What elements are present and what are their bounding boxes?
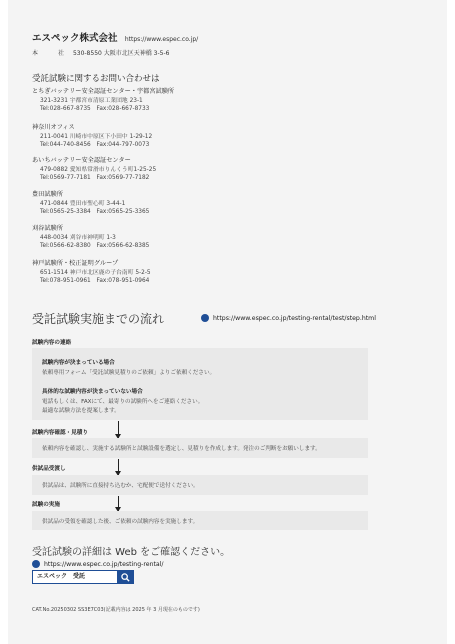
flow-arrow-icon xyxy=(118,421,119,438)
office-phone: Tel:0569-77-7181 Fax:0569-77-7182 xyxy=(40,175,150,181)
office-name: 刈谷試験所 xyxy=(32,225,63,232)
office-block xyxy=(32,260,151,286)
search-query[interactable]: エスペック 受託 xyxy=(37,573,86,580)
step-line: 依頼内容を確認し、実施する試験所と試験設備を選定し、見積りを作成します。発注のご判断をお願いします。 xyxy=(42,446,321,452)
office-address: 479-0882 愛知県常滑市りんくう町1-25-25 xyxy=(40,166,157,173)
office-phone: Tel:028-667-8735 Fax:028-667-8733 xyxy=(40,106,150,112)
catalog-number: CAT.No.20250302 SS3E7C03(記載内容は 2025 年 3 月現在のものです) xyxy=(32,607,200,613)
flow-arrow-icon xyxy=(118,459,119,475)
office-block xyxy=(32,157,156,183)
step-label: 試験内容確認・見積り xyxy=(32,430,88,436)
office-address: 321-3231 宇都宮市清原工業団地 23-1 xyxy=(40,97,143,104)
web-title: 受託試験の詳細は Web をご確認ください。 xyxy=(32,547,231,558)
headquarters xyxy=(32,48,169,57)
brochure-page xyxy=(8,0,447,644)
step-box xyxy=(32,511,368,530)
office-block xyxy=(32,124,152,150)
office-block xyxy=(32,225,149,251)
office-address: 448-0034 刈谷市神明町 1-3 xyxy=(40,234,116,241)
step-label: 試験の実施 xyxy=(32,502,60,508)
office-block xyxy=(32,88,174,114)
step-line: 電話もしくは、FAXにて、最寄りの試験所へをご連絡ください。 xyxy=(42,399,204,405)
step-box xyxy=(32,438,368,458)
step-line: 供試品の受領を確認した後、ご依頼の試験内容を実施します。 xyxy=(42,519,199,525)
step-line: 試験内容が決まっている場合 xyxy=(42,360,115,366)
link-bullet-icon xyxy=(32,560,40,568)
company-url[interactable]: https://www.espec.co.jp/ xyxy=(124,36,199,43)
step-line: 具体的な試験内容が決まっていない場合 xyxy=(42,389,143,395)
office-address: 211-0041 川崎市中原区下小田中 1-29-12 xyxy=(40,133,153,140)
office-phone: Tel:078-951-0961 Fax:078-951-0964 xyxy=(40,278,150,284)
office-address: 471-0844 豊田市聖心町 3-44-1 xyxy=(40,200,126,207)
office-phone: Tel:0566-62-8380 Fax:0566-62-8385 xyxy=(40,243,150,249)
office-phone: Tel:044-740-8456 Fax:044-797-0073 xyxy=(40,142,150,148)
company-header xyxy=(32,30,198,44)
web-link[interactable] xyxy=(32,560,164,568)
company-name: エスペック株式会社 xyxy=(32,33,118,44)
web-url[interactable]: https://www.espec.co.jp/testing-rental/ xyxy=(44,560,164,568)
office-name: あいちバッテリー安全認証センター xyxy=(32,157,131,164)
link-bullet-icon xyxy=(201,314,209,322)
office-name: とちぎバッテリー安全認証センター・宇都宮試験所 xyxy=(32,88,175,95)
step-label: 試験内容の連絡 xyxy=(32,340,72,346)
search-button[interactable] xyxy=(117,571,133,583)
office-name: 神戸試験所・校正証明グループ xyxy=(32,260,119,267)
search-icon xyxy=(121,573,130,582)
contact-title: 受託試験に関するお問い合わせは xyxy=(32,74,160,84)
hq-label: 本 社 xyxy=(32,50,72,57)
flow-url[interactable]: https://www.espec.co.jp/testing-rental/test/step.html xyxy=(213,314,376,322)
hq-address: 530-8550 大阪市北区天神橋 3-5-6 xyxy=(72,50,170,57)
office-block xyxy=(32,191,149,217)
flow-title: 受託試験実施までの流れ xyxy=(32,312,165,326)
step-box xyxy=(32,348,368,420)
flow-link[interactable] xyxy=(201,314,376,322)
step-line: 依頼専用フォーム「受託試験見積りのご依頼」よりご依頼ください。 xyxy=(42,370,216,376)
office-name: 神奈川オフィス xyxy=(32,124,75,131)
search-box[interactable] xyxy=(32,570,134,584)
office-phone: Tel:0565-25-3384 Fax:0565-25-3365 xyxy=(40,209,150,215)
step-line: 最適な試験方法を提案します。 xyxy=(42,408,120,414)
step-label: 供試品受渡し xyxy=(32,466,66,472)
office-name: 豊田試験所 xyxy=(32,191,63,198)
office-address: 651-1514 神戸市北区鹿の子台南町 5-2-5 xyxy=(40,269,151,276)
flow-arrow-icon xyxy=(118,496,119,511)
step-line: 供試品は、試験所に直接持ち込むか、宅配便で送付ください。 xyxy=(42,483,199,489)
step-box xyxy=(32,475,368,495)
